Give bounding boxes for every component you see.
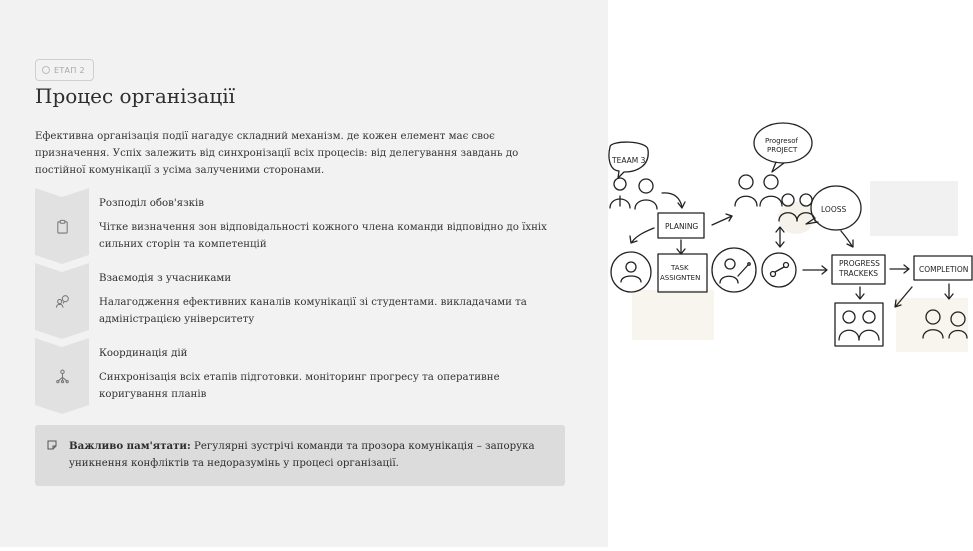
team-people-icon xyxy=(610,178,657,209)
progress-project-label-1: Progresof xyxy=(765,137,798,145)
progress-label: PROGRESS xyxy=(839,259,880,268)
stage-badge xyxy=(35,59,94,81)
page-title: Процес організації xyxy=(35,84,235,108)
stage-dot-icon xyxy=(42,66,50,74)
intro-text: Ефективна організація події нагадує складний механізм. де кожен елемент має своє призначення. Успіх залежить від синхронізації всіх процесів: від делегування завдань до постійної комунікації з усіма залученими сторонами. xyxy=(35,131,519,176)
right-panel xyxy=(608,0,973,547)
team-label: TEAAM 3 xyxy=(612,156,646,165)
assignten-label: ASSIGNTEN xyxy=(660,274,701,282)
arrow xyxy=(632,228,654,242)
stage-badge-label: ЕТАП 2 xyxy=(54,65,85,75)
feature-item-coordination xyxy=(35,338,575,414)
paper-patch xyxy=(632,290,714,340)
feature-description: Налагодження ефективних каналів комунікації зі студентами. викладачами та адміністрацією університету xyxy=(99,297,527,325)
note-text xyxy=(69,438,539,472)
sticky-note-icon xyxy=(47,440,57,450)
progress-project-label-2: PROJECT xyxy=(767,146,798,154)
completion-label: COMPLETION xyxy=(919,265,969,274)
important-note xyxy=(35,425,565,486)
hierarchy-icon xyxy=(55,369,70,384)
task-label: TASK xyxy=(671,264,689,272)
feature-item-responsibilities xyxy=(35,188,575,264)
paper-patch xyxy=(896,298,968,352)
people-chat-icon xyxy=(55,294,70,309)
feature-title: Розподіл обов'язків xyxy=(99,198,204,209)
note-body: Регулярні зустрічі команди та прозора комунікація – запорука уникнення конфліктів та недоразумінь у процесі організації. xyxy=(69,441,535,469)
workflow-sketch-diagram xyxy=(608,0,973,547)
task-assign-box xyxy=(658,254,707,292)
trackeks-label: TRACKEKS xyxy=(839,269,879,278)
feature-title: Координація дій xyxy=(99,348,188,359)
planing-label: PLANING xyxy=(665,222,699,231)
feature-item-interaction xyxy=(35,263,575,339)
feature-description: Синхронізація всіх етапів підготовки. моніторинг прогресу та оперативне коригування планів xyxy=(99,372,500,400)
note-label: Важливо пам'ятати: xyxy=(69,440,191,452)
feature-title: Взаємодія з учасниками xyxy=(99,273,232,284)
feature-chevron xyxy=(35,263,89,339)
feature-chevron xyxy=(35,338,89,414)
presenter-circle-icon xyxy=(712,248,756,292)
feature-chevron xyxy=(35,188,89,264)
looss-label: LOOSS xyxy=(821,205,847,214)
feature-description: Чітке визначення зон відповідальності кожного члена команди відповідно до їхніх сильних сторін та компетенцій xyxy=(99,222,547,250)
clipboard-icon xyxy=(55,219,70,234)
paper-patch xyxy=(870,181,958,236)
